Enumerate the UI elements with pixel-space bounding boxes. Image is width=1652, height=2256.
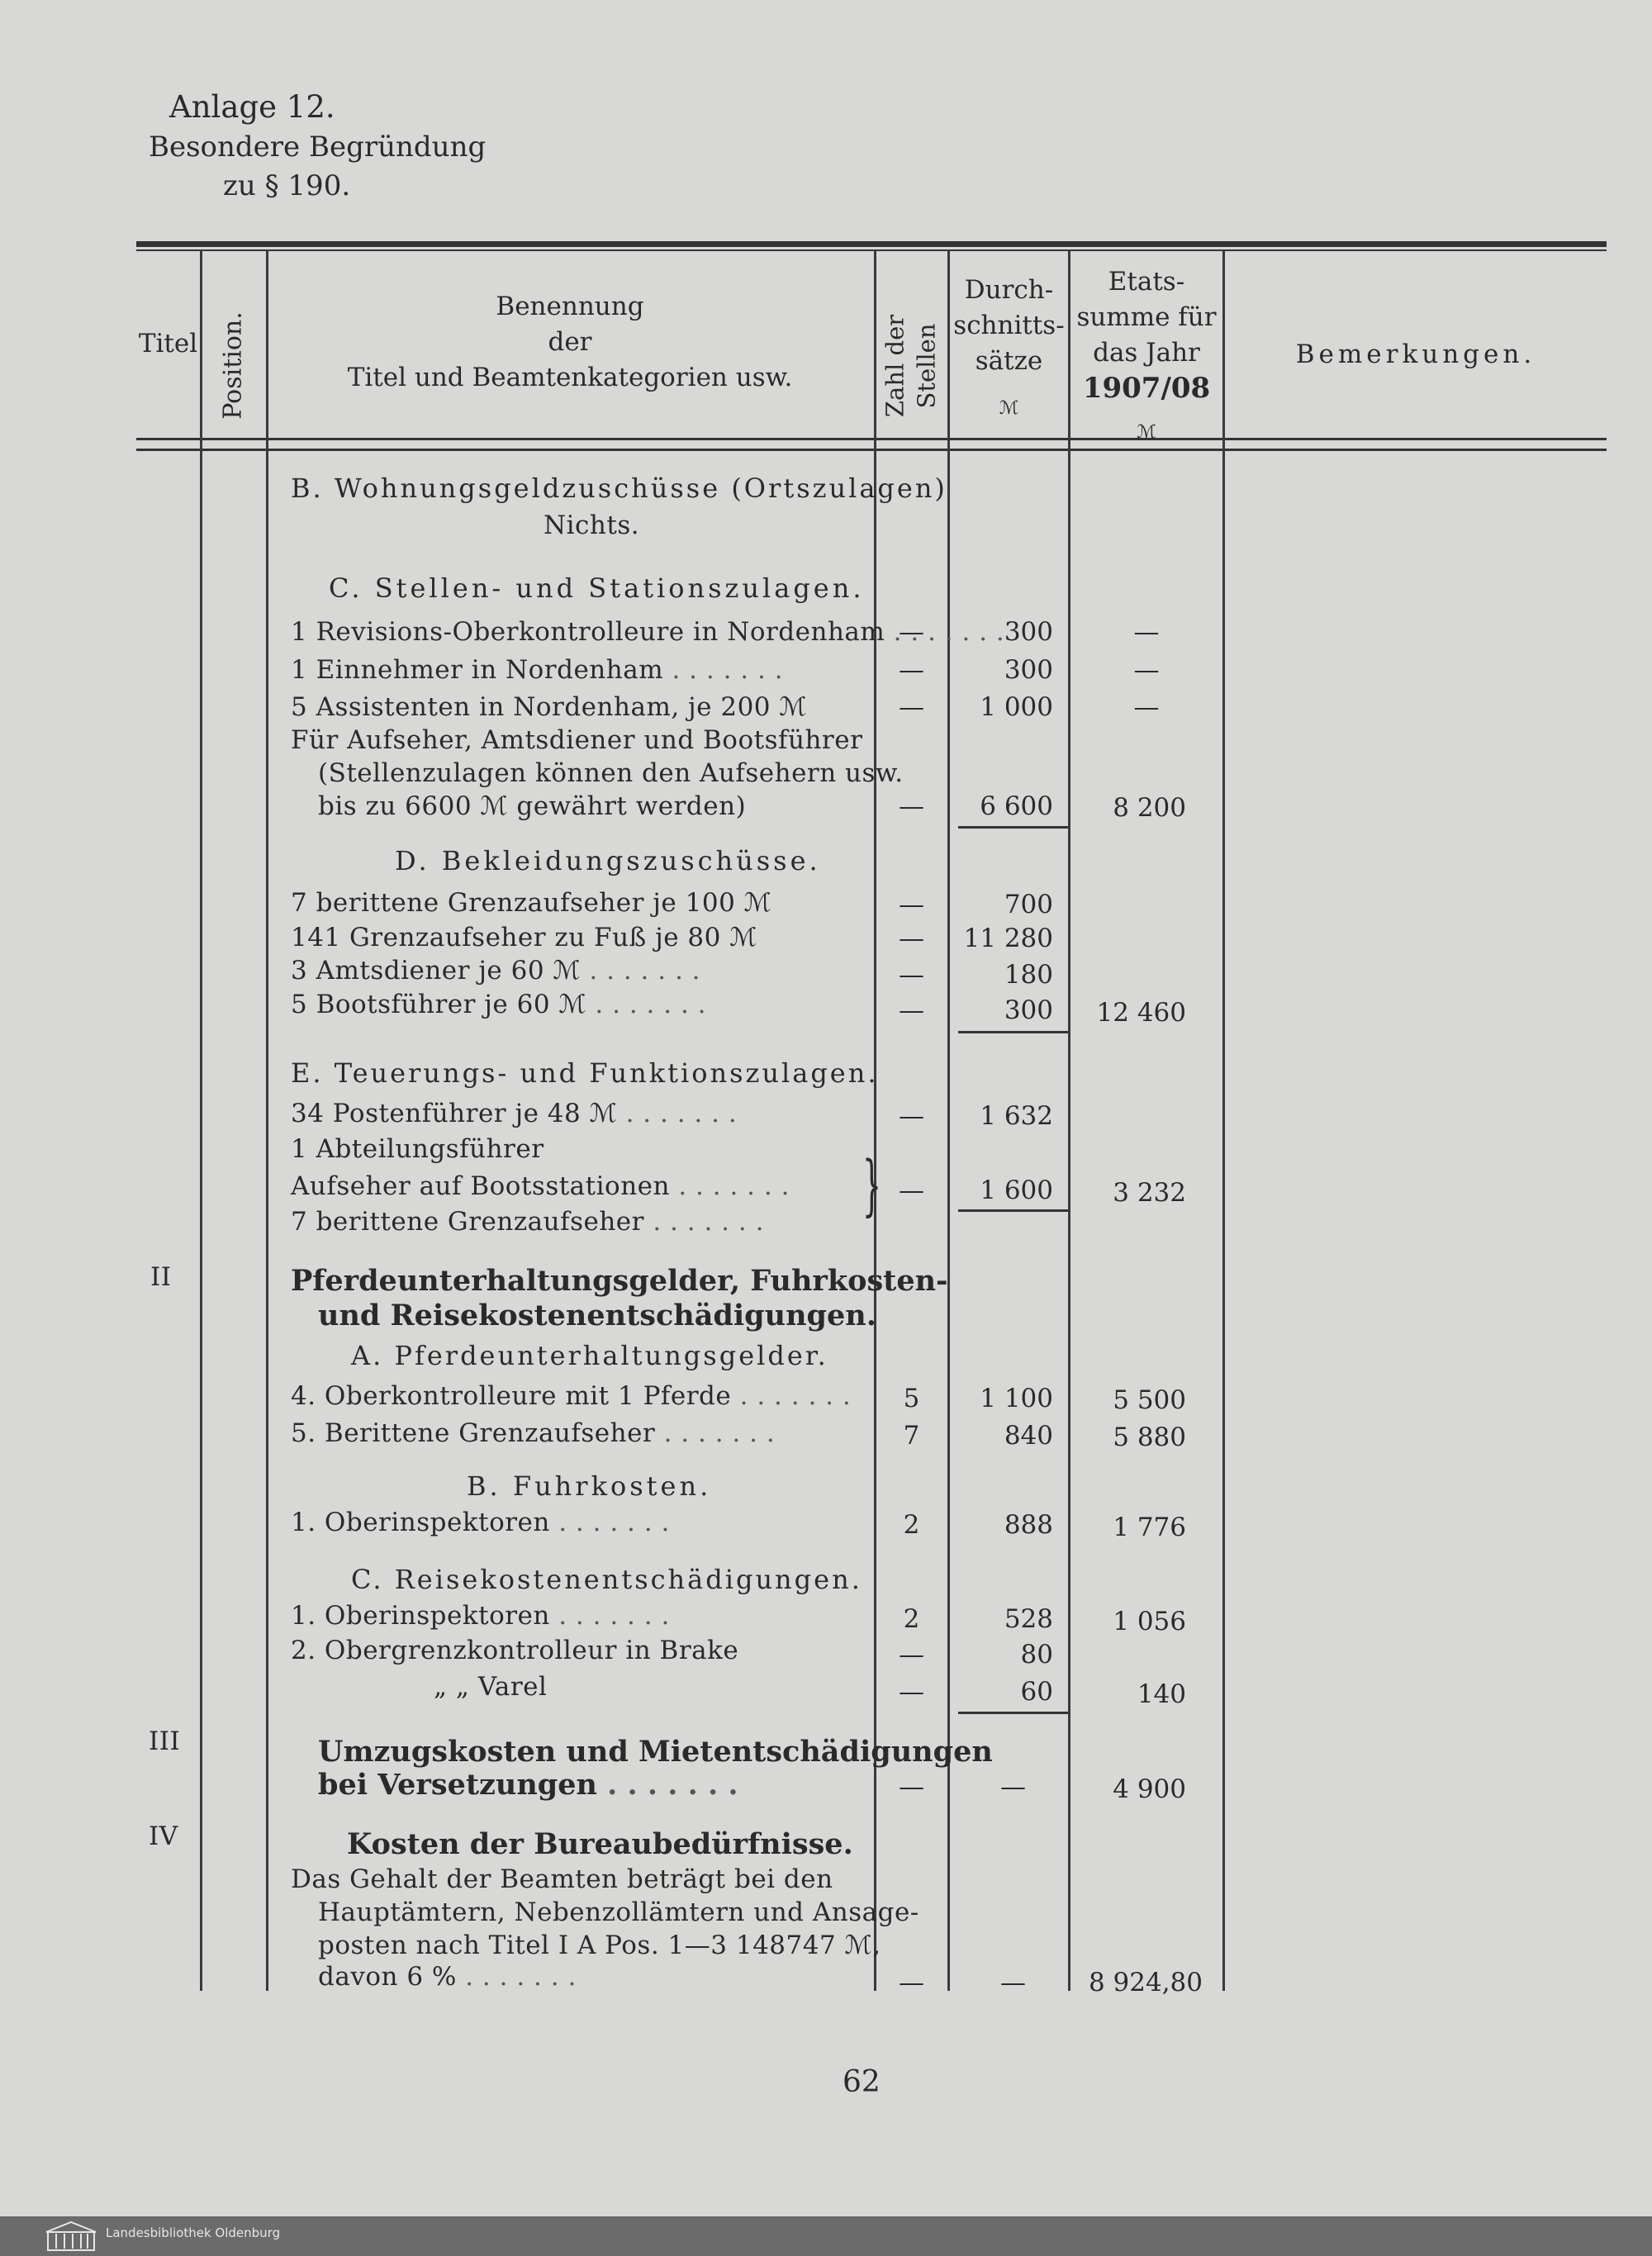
row-e3-satz: 1 600 (980, 1175, 1053, 1205)
row-b1-zahl: 2 (903, 1510, 920, 1540)
row-r3-summe: 140 (1137, 1679, 1186, 1709)
row-d3-label: 3 Amtsdiener je 60 ℳ . . . (291, 956, 700, 986)
subtotal-rule-e (958, 1209, 1068, 1212)
row-e3-zahl: — (899, 1175, 924, 1205)
row-c4-satz: 6 600 (980, 791, 1053, 821)
row-r3-label: „ „ Varel (434, 1672, 548, 1702)
row-b1-label: 1. Oberinspektoren . . . (291, 1508, 670, 1537)
page-number: 62 (843, 2065, 881, 2099)
section-d-title: D. Bekleidungszuschüsse. (395, 845, 821, 876)
col-sep-titel (200, 249, 202, 1991)
col-header-durchschnitt-2: schnitts- (953, 311, 1065, 340)
row-e4-label: 7 berittene Grenzaufseher . . . (291, 1207, 764, 1237)
row-c2-satz: 300 (1004, 655, 1053, 685)
row-iv-satz: — (1000, 1968, 1026, 1997)
row-c4-zahl: — (899, 791, 924, 821)
col-header-etats-unit: ℳ (1137, 422, 1156, 443)
col-header-etats-3: das Jahr (1093, 338, 1200, 368)
subtotal-rule-r (958, 1712, 1068, 1714)
col-header-benennung-2: der (548, 327, 592, 357)
section-b-nichts: Nichts. (544, 511, 640, 540)
row-r1-zahl: 2 (903, 1604, 920, 1634)
row-c3-satz: 1 000 (980, 692, 1053, 722)
row-r1-summe: 1 056 (1113, 1607, 1186, 1636)
row-r1-satz: 528 (1004, 1604, 1053, 1634)
row-e1-label: 34 Postenführer je 48 ℳ . . . (291, 1099, 737, 1128)
section-iii-title-1: Umzugskosten und Mietentschädigungen (318, 1735, 993, 1769)
row-iv-summe: 8 924,80 (1088, 1968, 1203, 1997)
section-ii-b: B. Fuhrkosten. (467, 1470, 712, 1502)
row-b1-summe: 1 776 (1113, 1513, 1186, 1542)
row-c4-line1: Für Aufseher, Amtsdiener und Bootsführer (291, 725, 863, 755)
row-a1-summe: 5 500 (1113, 1385, 1186, 1415)
row-r1-label: 1. Oberinspektoren . . . (291, 1601, 670, 1631)
col-sep-durchschnitt (1068, 249, 1070, 1991)
subtotal-rule-c (958, 826, 1068, 829)
row-c1-zahl: — (899, 617, 924, 647)
row-a2-label: 5. Berittene Grenzaufseher . . . (291, 1418, 775, 1448)
row-c3-zahl: — (899, 692, 924, 722)
row-c1-summe: — (1133, 617, 1160, 647)
col-header-titel: Titel (138, 329, 198, 359)
section-iv-title: Kosten der Bureaubedürfnisse. (347, 1827, 853, 1861)
section-b-title: B. Wohnungsgeldzuschüsse (Ortszulagen) (291, 473, 947, 504)
row-d4-summe: 12 460 (1096, 998, 1186, 1028)
row-c1-label: 1 Revisions-Oberkontrolleure in Nordenham . . . (291, 617, 1004, 647)
row-iii-summe: 4 900 (1113, 1774, 1186, 1804)
section-ii-title-2: und Reisekostenentschädigungen. (318, 1299, 876, 1332)
row-iii-satz: — (1000, 1772, 1026, 1802)
row-d3-zahl: — (899, 960, 924, 990)
section-e-title: E. Teuerungs- und Funktionszulagen. (291, 1057, 879, 1089)
row-r2-zahl: — (899, 1640, 924, 1669)
row-b1-satz: 888 (1004, 1510, 1053, 1540)
row-iv-line3: posten nach Titel I A Pos. 1—3 148747 ℳ, (318, 1931, 881, 1960)
row-a2-satz: 840 (1004, 1421, 1053, 1451)
col-header-benennung-1: Benennung (496, 292, 644, 321)
row-e3-summe: 3 232 (1113, 1178, 1186, 1208)
row-iii-zahl: — (899, 1772, 924, 1802)
row-c4-line2: (Stellenzulagen können den Aufsehern usw. (318, 758, 904, 788)
titel-iv-mark: IV (149, 1821, 178, 1851)
section-iii-title-2: bei Versetzungen . . . (318, 1768, 738, 1802)
row-c3-summe: — (1133, 692, 1160, 722)
row-c2-summe: — (1133, 655, 1160, 685)
col-header-etats-1: Etats- (1108, 267, 1185, 297)
row-a1-zahl: 5 (903, 1384, 920, 1413)
section-ii-a: A. Pferdeunterhaltungsgelder. (351, 1340, 828, 1371)
row-c1-satz: 300 (1004, 617, 1053, 647)
row-d1-label: 7 berittene Grenzaufseher je 100 ℳ (291, 888, 772, 918)
row-e2-label: 1 Abteilungsführer (291, 1134, 544, 1164)
library-logo-icon (43, 2220, 99, 2252)
col-header-durchschnitt-1: Durch- (964, 275, 1054, 305)
section-ii-title-1: Pferdeunterhaltungsgelder, Fuhrkosten- (291, 1264, 948, 1298)
col-header-bemerkungen: Bemerkungen. (1295, 340, 1536, 369)
row-a1-label: 4. Oberkontrolleure mit 1 Pferde . . . (291, 1381, 851, 1411)
row-d2-zahl: — (899, 924, 924, 953)
appendix-label: Anlage 12. (169, 89, 335, 125)
row-d1-satz: 700 (1004, 890, 1053, 919)
row-r2-label: 2. Obergrenzkontrolleur in Brake (291, 1636, 739, 1665)
col-sep-position (266, 249, 268, 1991)
titel-iii-mark: III (149, 1726, 181, 1756)
row-d1-zahl: — (899, 890, 924, 919)
header-bottom-rule (136, 438, 1607, 440)
section-c-title: C. Stellen- und Stationszulagen. (329, 572, 865, 604)
row-a2-zahl: 7 (903, 1421, 920, 1451)
row-a2-summe: 5 880 (1113, 1422, 1186, 1452)
row-e1-satz: 1 632 (980, 1101, 1053, 1131)
row-c3-label: 5 Assistenten in Nordenham, je 200 ℳ (291, 692, 808, 722)
titel-ii-mark: II (150, 1262, 172, 1292)
col-header-position: Position. (218, 311, 248, 420)
col-header-durchschnitt-3: sätze (975, 346, 1043, 376)
row-d4-label: 5 Bootsführer je 60 ℳ . . . (291, 990, 706, 1019)
col-header-etats-year: 1907/08 (1082, 372, 1211, 405)
row-e3-label: Aufseher auf Bootsstationen . . . (291, 1171, 790, 1201)
row-r3-zahl: — (899, 1677, 924, 1707)
row-d4-zahl: — (899, 995, 924, 1025)
table-top-rule-thin (136, 249, 1607, 251)
row-c2-label: 1 Einnehmer in Nordenham . . . (291, 655, 783, 685)
row-a1-satz: 1 100 (980, 1384, 1053, 1413)
section-reference: zu § 190. (223, 169, 351, 202)
justification-label: Besondere Begründung (149, 131, 487, 164)
row-c2-zahl: — (899, 655, 924, 685)
subtotal-rule-d (958, 1031, 1068, 1033)
row-iv-line4: davon 6 % . . . (318, 1962, 577, 1992)
col-header-etats-2: summe für (1076, 302, 1217, 332)
col-header-durchschnitt-unit: ℳ (999, 398, 1019, 419)
row-d3-satz: 180 (1004, 960, 1053, 990)
row-c4-summe: 8 200 (1113, 793, 1186, 823)
col-header-benennung (266, 289, 874, 396)
brace-icon: } (862, 1147, 881, 1223)
row-d2-label: 141 Grenzaufseher zu Fuß je 80 ℳ (291, 923, 757, 952)
row-iv-line2: Hauptämtern, Nebenzollämtern und Ansage- (318, 1897, 919, 1927)
row-iv-zahl: — (899, 1968, 924, 1997)
footer-library-name: Landesbibliothek Oldenburg (106, 2225, 281, 2240)
row-e1-zahl: — (899, 1101, 924, 1131)
row-r2-satz: 80 (1020, 1640, 1053, 1669)
col-header-etats (1070, 264, 1222, 450)
row-c4-line3: bis zu 6600 ℳ gewährt werden) (318, 791, 747, 821)
row-d4-satz: 300 (1004, 995, 1053, 1025)
row-r3-satz: 60 (1020, 1677, 1053, 1707)
row-iv-line1: Das Gehalt der Beamten beträgt bei den (291, 1864, 833, 1894)
table-top-rule (136, 241, 1607, 247)
col-sep-etats (1222, 249, 1225, 1991)
col-header-zahl: Zahl der Stellen (881, 314, 941, 418)
section-ii-c: C. Reisekostenentschädigungen. (351, 1564, 862, 1595)
row-d2-satz: 11 280 (963, 924, 1053, 953)
col-header-durchschnitt (950, 273, 1068, 426)
col-header-benennung-3: Titel und Beamtenkategorien usw. (347, 363, 793, 392)
header-bottom-rule-2 (136, 449, 1607, 451)
